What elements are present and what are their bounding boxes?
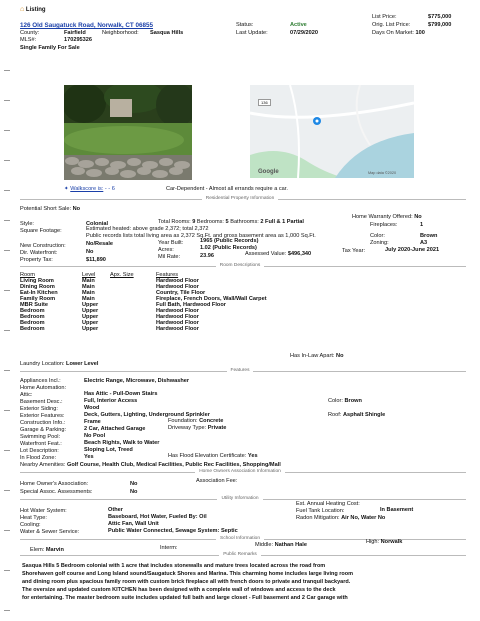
remarks-line: Shorehaven golf course and Long Island sound/Saugatuck Shores and Marina. This charming home includes large living room <box>22 571 353 577</box>
amenities-row: Nearby Amenities: Golf Course, Health Club, Medical Facilities, Public Rec Facilities, Shopping/Mall <box>20 462 281 468</box>
color-value: Brown <box>420 233 438 239</box>
section-residential: Residential Property Information <box>0 196 480 201</box>
driveway-row: Driveway Type: Private <box>168 425 227 431</box>
siding-value: Wood <box>84 405 100 411</box>
walkscore-row <box>64 186 115 192</box>
neighborhood-value: Sasqua Hills <box>150 30 184 36</box>
heat-type-label: Heat Type: <box>20 515 47 521</box>
fireplaces-label: Fireplaces: <box>370 222 398 228</box>
special-assessments-label: Special Assoc. Assessments: <box>20 489 93 495</box>
waterfront-feature-value: Beach Rights, Walk to Water <box>84 440 160 446</box>
table-row: Bedroom Upper Hardwood Floor <box>20 326 199 332</box>
address-link[interactable]: 126 Old Saugatuck Road, Norwalk, CT 06855 <box>20 22 153 29</box>
ext-features-label: Exterior Features: <box>20 413 65 419</box>
county-row <box>20 30 184 36</box>
waterfront-label: Dir. Waterfront: <box>20 250 58 256</box>
assessed-row: Assessed Value: $496,340 <box>245 251 312 257</box>
new-construction-value: No/Resale <box>86 241 114 247</box>
pool-value: No Pool <box>84 433 106 439</box>
home-icon: ⌂ <box>20 6 25 13</box>
mls-row <box>20 37 92 43</box>
column-header: Room <box>20 272 35 278</box>
ext-features-value: Deck, Gutters, Lighting, Underground Sprinkler <box>84 412 210 418</box>
table-row: Living Room Main Hardwood Floor <box>20 278 199 284</box>
orig-price-label: Orig. List Price: <box>372 22 411 28</box>
section-remarks: Public Remarks <box>0 552 480 557</box>
sewer-label: Water & Sewer Service: <box>20 529 80 535</box>
property-tax-value: $11,890 <box>86 257 106 263</box>
table-row: Dining Room Main Hardwood Floor <box>20 284 199 290</box>
construction-label: Construction Info.: <box>20 420 66 426</box>
listing-header <box>20 6 46 13</box>
mls-label: MLS#: <box>20 37 37 43</box>
sqft-public-records: Public records lists total living area as 2,372 Sq.Ft. and gross basement area as 1,000 Sq.Ft. <box>86 233 316 239</box>
rooms-table <box>20 272 267 332</box>
column-header: Features <box>156 272 179 278</box>
table-row: Bedroom Upper Hardwood Floor <box>20 320 199 326</box>
section-utility: Utility Information <box>0 496 480 501</box>
acres-label: Acres: <box>158 247 174 253</box>
warranty-row: Home Warranty Offered: No <box>352 214 422 220</box>
list-price-value: $775,000 <box>428 14 452 20</box>
automation-label: Home Automation: <box>20 385 67 391</box>
cooling-value: Attic Fan, Wall Unit <box>108 521 159 527</box>
mil-rate-label: Mil Rate: <box>158 254 181 260</box>
location-map[interactable] <box>250 85 414 178</box>
flood-cert-row: Has Flood Elevation Certificate: Yes <box>168 453 258 459</box>
table-row: Eat-In Kitchen Main Country, Tile Floor <box>20 290 206 296</box>
property-photo <box>64 85 192 180</box>
feature-color-row: Color: Brown <box>328 398 362 404</box>
last-update-value: 07/29/2020 <box>290 30 318 36</box>
construction-value: Frame <box>84 419 101 425</box>
appliances-label: Appliances Incl.: <box>20 378 61 384</box>
section-school: School Information <box>0 536 480 541</box>
lot-value: Sloping Lot, Treed <box>84 447 133 453</box>
section-rooms: Room Descriptions <box>0 263 480 268</box>
fireplaces-value: 1 <box>420 222 424 228</box>
special-assessments-value: No <box>130 489 138 495</box>
county-value: Fairfield <box>64 30 86 36</box>
hoa-label: Home Owner's Association: <box>20 481 89 487</box>
road-badge: 136 <box>258 99 271 106</box>
map-logo: Google <box>258 169 279 175</box>
attic-label: Attic: <box>20 392 33 398</box>
mil-rate-value: 23.96 <box>200 253 214 259</box>
short-sale-row <box>20 206 80 212</box>
remarks-line: for entertaining. The master bedroom suite includes updated full bath and large closet - Full basement and 2 Car garage with <box>22 595 348 601</box>
style-value: Colonial <box>86 221 109 227</box>
year-built-label: Year Built: <box>158 240 184 246</box>
interm-school-label: Interm: <box>160 545 178 551</box>
dom-row <box>372 30 425 36</box>
hoa-fee-label: Association Fee: <box>196 478 238 484</box>
year-built-value: 1965 (Public Records) <box>200 238 259 244</box>
remarks-line: Sasqua Hills 5 Bedroom colonial with 1 acre that includes stonewalls and mature trees located across the road from <box>22 563 326 569</box>
orig-price-value: $799,000 <box>428 22 452 28</box>
high-school-row: High: Norwalk <box>366 539 403 545</box>
sqft-label: Square Footage: <box>20 228 62 234</box>
flood-zone-value: Yes <box>84 454 94 460</box>
heat-type-value: Baseboard, Hot Water, Fueled By: Oil <box>108 514 207 520</box>
foundation-row: Foundation: Concrete <box>168 418 224 424</box>
garage-label: Garage & Parking: <box>20 427 67 433</box>
acres-value: 1.02 (Public Records) <box>200 245 257 251</box>
table-row: Bedroom Upper Hardwood Floor <box>20 308 199 314</box>
heating-cost-label: Est. Annual Heating Cost: <box>296 501 360 507</box>
lot-label: Lot Description: <box>20 448 59 454</box>
sqft-estimate: Estimated heated: above grade 2,372; total 2,372 <box>86 226 209 232</box>
listing-label: Listing <box>25 7 46 13</box>
dom-label: Days On Market: <box>372 30 414 36</box>
property-tax-label: Property Tax: <box>20 257 53 263</box>
basement-label: Basement Desc.: <box>20 399 63 405</box>
garage-value: 2 Car, Attached Garage <box>84 426 146 432</box>
walkscore-icon: ✦ <box>64 186 69 192</box>
zoning-label: Zoning: <box>370 240 389 246</box>
cooling-label: Cooling: <box>20 522 41 528</box>
column-header: Apx. Size <box>110 272 134 278</box>
walkscore-value: - - 6 <box>104 186 115 192</box>
last-update-label: Last Update: <box>236 30 268 36</box>
sewer-value: Public Water Connected, Sewage System: Septic <box>108 528 238 534</box>
color-label: Color: <box>370 233 385 239</box>
fuel-tank-value: In Basement <box>380 507 414 513</box>
style-label: Style: <box>20 221 34 227</box>
appliances-value: Electric Range, Microwave, Dishwasher <box>84 378 190 384</box>
rooms-summary: Total Rooms: 9 Bedrooms: 5 Bathrooms: 2 Full & 1 Partial <box>158 219 304 225</box>
remarks-line: and dining room plus spacious family room with custom brick fireplace all with french doors to private and tranquil backyard. <box>22 579 351 585</box>
pool-label: Swimming Pool: <box>20 434 61 440</box>
short-sale-value: No <box>72 206 81 212</box>
waterfront-feature-label: Waterfront Feat.: <box>20 441 62 447</box>
county-label: County: <box>20 30 40 36</box>
dom-value: 100 <box>415 30 425 36</box>
hot-water-value: Other <box>108 507 123 513</box>
section-features: Features <box>0 368 480 373</box>
radon-row: Radon Mitigation: Air No, Water No <box>296 515 386 521</box>
mls-value: 170295326 <box>64 37 92 43</box>
list-price-label: List Price: <box>372 14 397 20</box>
siding-label: Exterior Siding: <box>20 406 58 412</box>
tax-year-label: Tax Year: <box>342 248 366 254</box>
flood-zone-label: In Flood Zone: <box>20 455 57 461</box>
map-credit: Map data ©2020 <box>368 171 397 175</box>
walkscore-link[interactable]: Walkscore is: <box>70 186 104 192</box>
status-label: Status: <box>236 22 254 28</box>
section-hoa: Home Owners Association Information <box>0 469 480 474</box>
waterfront-value: No <box>86 249 94 255</box>
walkscore-description: Car-Dependent - Almost all errands require a car. <box>166 186 288 192</box>
property-type: Single Family For Sale <box>20 45 80 51</box>
hoa-value: No <box>130 481 138 487</box>
column-header: Level <box>82 272 96 278</box>
short-sale-label: Potential Short Sale: <box>20 206 71 212</box>
fuel-tank-label: Fuel Tank Location: <box>296 508 345 514</box>
table-row: Bedroom Upper Hardwood Floor <box>20 314 199 320</box>
table-row: Family Room Main Fireplace, French Doors, Wall/Wall Carpet <box>20 296 267 302</box>
zoning-value: A3 <box>420 240 428 246</box>
middle-school-row: Middle: Nathan Hale <box>255 542 307 548</box>
table-row: MBR Suite Upper Full Bath, Hardwood Floor <box>20 302 226 308</box>
status-value: Active <box>290 22 307 28</box>
laundry-row: Laundry Location: Lower Level <box>20 361 99 367</box>
basement-value: Full, Interior Access <box>84 398 138 404</box>
binding-marks <box>4 0 12 621</box>
neighborhood-label: Neighborhood: <box>102 30 139 36</box>
roof-row: Roof: Asphalt Shingle <box>328 412 386 418</box>
in-law-row: Has In-Law Apart: No <box>290 353 344 359</box>
attic-value: Has Attic - Pull-Down Stairs <box>84 391 158 397</box>
new-construction-label: New Construction: <box>20 243 66 249</box>
remarks-line: The oversize and updated custom KITCHEN has been designed with a complete wall of windows and access to the deck <box>22 587 336 593</box>
hot-water-label: Hot Water System: <box>20 508 67 514</box>
tax-year-value: July 2020-June 2021 <box>385 247 440 253</box>
elem-school-row: Elem: Marvin <box>30 547 64 553</box>
